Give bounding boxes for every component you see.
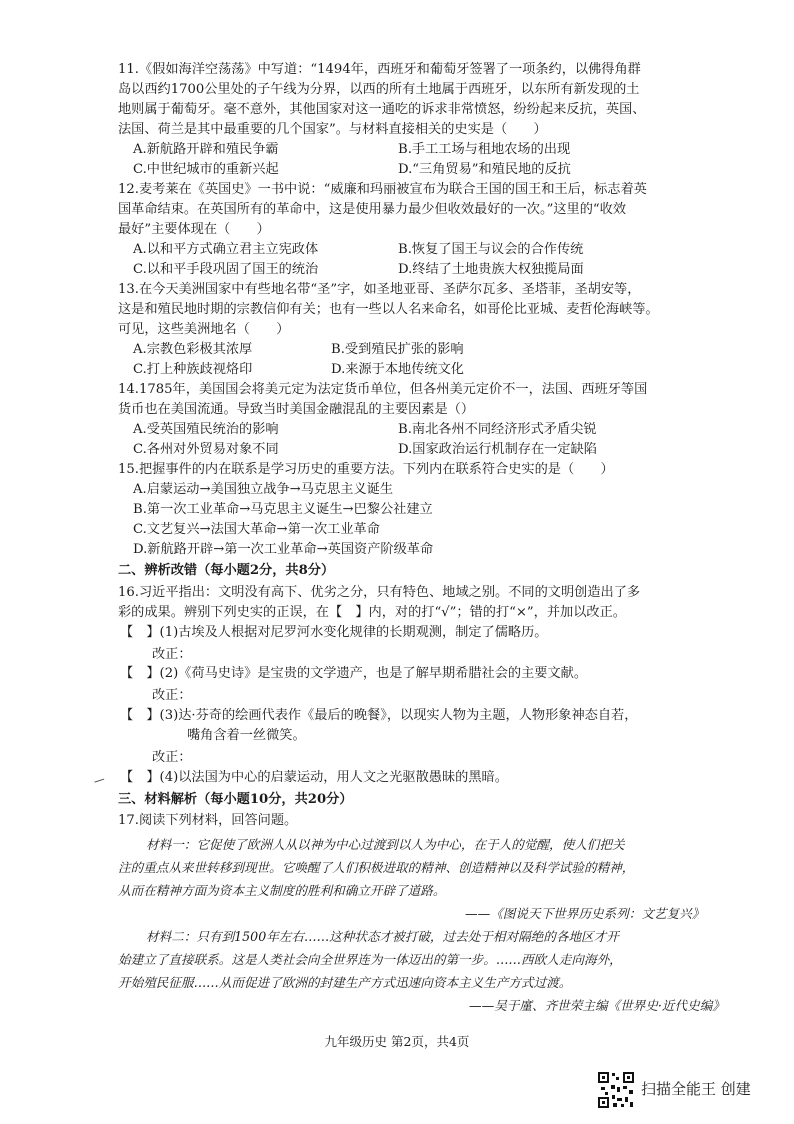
- text-line: C.各州对外贸易对象不同: [133, 442, 279, 457]
- text-line: B.恢复了国王与议会的合作传统: [398, 242, 584, 257]
- text-line: 开始殖民征服……从而促进了欧洲的封建生产方式迅速向资本主义生产方式过渡。: [118, 975, 572, 990]
- text-line: A.新航路开辟和殖民争霸: [133, 142, 279, 157]
- text-line: 17.阅读下列材料，回答问题。: [118, 813, 298, 828]
- text-line: 地则属于葡萄牙。毫不意外，其他国家对这一通吃的诉求非常愤怒，纷纷起来反抗，英国、: [118, 102, 646, 117]
- text-line: 这是和殖民地时期的宗教信仰有关；也有一些以人名来命名，如哥伦比亚城、麦哲伦海峡等。: [118, 302, 659, 317]
- text-line: 12.麦考莱在《英国史》一书中说：“威廉和玛丽被宣布为联合王国的国王和王后，标志着英: [118, 182, 647, 197]
- text-line: 最好”主要体现在（ ）: [118, 222, 270, 237]
- text-line: ——吴于廑、齐世荣主编《世界史·近代史编》: [469, 998, 725, 1013]
- text-line: D.终结了土地贵族大权独揽局面: [398, 262, 584, 277]
- text-line: C.中世纪城市的重新兴起: [133, 162, 279, 177]
- text-line: D.国家政治运行机制存在一定缺陷: [398, 442, 597, 457]
- text-line: 始建立了直接联系。这是人类社会向全世界连为一体迈出的第一步。……西欧人走向海外，: [118, 952, 622, 967]
- text-line: 二、辨析改错（每小题2分，共8分）: [118, 563, 335, 578]
- text-line: 11.《假如海洋空荡荡》中写道：“1494年，西班牙和葡萄牙签署了一项条约，以佛得角群: [118, 62, 641, 77]
- text-line: 【 】(3)达·芬奇的绘画代表作《最后的晚餐》，以现实人物为主题，人物形象神态自若，: [120, 708, 638, 723]
- text-line: 【 】(4)以法国为中心的启蒙运动，用人文之光驱散愚昧的黑暗。: [120, 770, 508, 785]
- text-line: 货币也在美国流通。导致当时美国金融混乱的主要因素是（）: [118, 402, 475, 417]
- text-line: ——《图说天下世界历史系列：文艺复兴》: [465, 906, 705, 921]
- text-line: 【 】(2)《荷马史诗》是宝贵的文学遗产，也是了解早期希腊社会的主要文献。: [120, 666, 588, 681]
- text-line: C.打上种族歧视烙印: [133, 362, 253, 377]
- text-line: 材料二：只有到1500年左右……这种状态才被打破，过去处于相对隔绝的各地区才开: [146, 929, 619, 944]
- text-line: 可见，这些美洲地名（ ）: [118, 322, 290, 337]
- text-line: C.以和平手段巩固了国王的统治: [133, 262, 319, 277]
- page-footer: 九年级历史 第2页，共4页: [324, 1034, 470, 1049]
- text-line: 岛以西约1700公里处的子午线为分界，以西的所有土地属于西班牙，以东所有新发现的土: [118, 82, 640, 97]
- text-line: A.受英国殖民统治的影响: [133, 422, 279, 437]
- text-line: 注的重点从来世转移到现世。它唤醒了人们积极进取的精神、创造精神以及科学试验的精神，: [118, 860, 635, 875]
- text-line: A.以和平方式确立君主立宪政体: [133, 242, 319, 257]
- text-line: 材料一：它促使了欧洲人从以神为中心过渡到以人为中心，在于人的觉醒，使人们把关: [146, 837, 625, 852]
- text-line: 改正：: [152, 750, 192, 765]
- qr-code-icon: [597, 1071, 635, 1109]
- text-line: 国革命结束。在英国所有的革命中，这是使用暴力最少但收效最好的一次。”这里的“收效: [118, 202, 627, 217]
- text-line: 彩的成果。辨别下列史实的正误，在【 】内，对的打“√”；错的打“×”，并加以改正。: [118, 605, 626, 620]
- scanner-watermark: 扫描全能王 创建: [641, 1080, 751, 1098]
- text-line: 【 】(1)古埃及人根据对尼罗河水变化规律的长期观测，制定了儒略历。: [120, 625, 548, 640]
- text-line: D.“三角贸易”和殖民地的反抗: [398, 162, 571, 177]
- pen-mark: [94, 779, 105, 787]
- text-line: 改正：: [152, 647, 192, 662]
- text-line: 法国、荷兰是其中最重要的几个国家”。与材料直接相关的史实是（ ）: [118, 122, 547, 137]
- text-line: 16.习近平指出：文明没有高下、优劣之分，只有特色、地域之别。不同的文明创造出了多: [118, 585, 641, 600]
- text-line: A.启蒙运动→美国独立战争→马克思主义诞生: [133, 482, 394, 497]
- text-line: 14.1785年，美国国会将美元定为法定货币单位，但各州美元定价不一，法国、西班牙等国: [118, 382, 648, 397]
- text-line: 15.把握事件的内在联系是学习历史的重要方法。下列内在联系符合史实的是（ ）: [118, 462, 614, 477]
- text-line: B.南北各州不同经济形式矛盾尖锐: [398, 422, 597, 437]
- text-line: D.新航路开辟→第一次工业革命→英国资产阶级革命: [133, 542, 434, 557]
- text-line: 嘴角含着一丝微笑。: [187, 728, 306, 743]
- text-line: B.受到殖民扩张的影响: [331, 342, 464, 357]
- text-line: D.来源于本地传统文化: [331, 362, 464, 377]
- text-line: 13.在今天美洲国家中有些地名带“圣”字，如圣地亚哥、圣萨尔瓦多、圣塔菲，圣胡安等，: [118, 282, 641, 297]
- text-line: 改正：: [152, 688, 192, 703]
- text-line: B.手工工场与租地农场的出现: [398, 142, 571, 157]
- text-line: 从而在精神方面为资本主义制度的胜利和确立开辟了道路。: [118, 883, 446, 898]
- text-line: C.文艺复兴→法国大革命→第一次工业革命: [133, 522, 380, 537]
- text-line: B.第一次工业革命→马克思主义诞生→巴黎公社建立: [133, 502, 433, 517]
- text-line: A.宗教色彩极其浓厚: [133, 342, 253, 357]
- text-line: 三、材料解析（每小题10分，共20分）: [118, 792, 353, 807]
